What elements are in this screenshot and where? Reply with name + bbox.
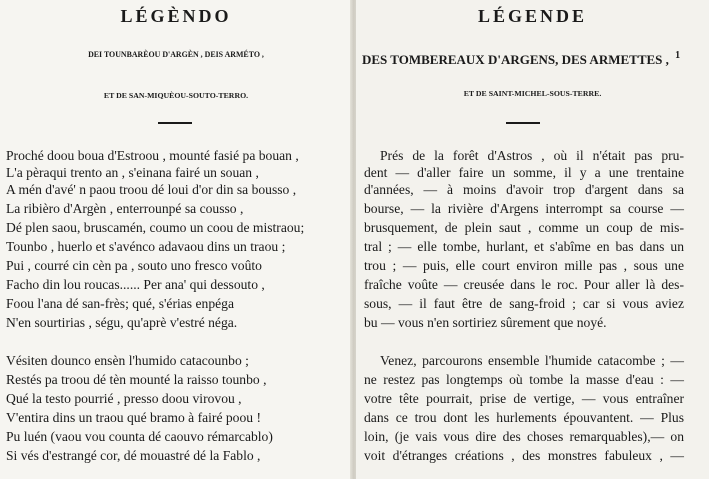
left-page-title: LÉGÈNDO (120, 6, 232, 26)
left-title-rule (158, 122, 192, 124)
right-page-title: LÉGENDE (477, 6, 588, 26)
left-verse-line: A mén d'avé' n paou troou dé loui d'or din sa bousso , (6, 182, 297, 197)
right-prose-line: loin, (je vais vous dire des choses remarquables),— on (364, 429, 684, 444)
right-prose-line: tral ; — elle tombe, hurlant, et s'abîme en bas dans un (364, 239, 684, 254)
right-prose-line: bourse, — la rivière d'Argens interrompt sa course — (364, 201, 684, 216)
right-prose-line: ne restez pas longtemps où tombe la masse d'eau : — (364, 372, 684, 387)
left-verse-line: Si vés d'estrangé cor, dé mouastré dé la Fablo , (6, 448, 261, 463)
right-prose-line: bu — vous n'en sortiriez sûrement que noyé. (364, 315, 607, 330)
left-page-subtitle-2: ET DE SAN-MIQUÈOU-SOUTO-TERRO. (103, 91, 249, 100)
left-page (0, 0, 352, 479)
left-verse-line: Foou l'ana dé san-frès; qué, s'érias enpéga (6, 296, 234, 311)
left-verse-line: N'en sourtirias , ségu, qu'aprè v'estré néga. (6, 315, 238, 330)
right-page (356, 0, 709, 479)
left-verse-line: Dé plen saou, bruscamén, coumo un coou de mistraou; (6, 220, 305, 235)
left-verse-line: Facho din lou roucas...... Per ana' qui dessouto , (6, 277, 265, 292)
left-verse-line: V'entira dins un traou qué bramo à fairé poou ! (6, 410, 261, 425)
left-verse-line: Proché doou boua d'Estroou , mounté fasié pa bouan , (6, 148, 299, 163)
left-verse-line: Vésiten dounco ensèn l'humido catacounbo ; (6, 353, 249, 368)
left-verse-line: L'a pèraqui trento an , s'einana fairé un souan , (6, 165, 259, 180)
left-page-subtitle-1: DEI TOUNBARÈOU D'ARGÈN , DEIS ARMÉTO , (88, 50, 264, 59)
right-prose-line: trou ; — puis, elle court environ mille pas , sous une (364, 258, 684, 273)
right-prose-line: Venez, parcourons ensemble l'humide catacombe ; — (380, 353, 684, 368)
right-title-rule (506, 122, 540, 124)
left-verse-line: Pu luén (vaou vou counta dé caouvo rémarcablo) (6, 429, 273, 444)
left-verse-line: Restés pa troou dé tèn mounté la raisso tounbo , (6, 372, 267, 387)
left-verse-line: La ribièro d'Argèn , enterrounpé sa cousso , (6, 201, 244, 216)
right-prose-line: votre tête pourrait, prise de vertige, — vous entraîner (364, 391, 684, 406)
right-prose-line: dent — d'aller faire un somme, il y a une trentaine (364, 165, 684, 180)
right-prose-line: Prés de la forêt d'Astros , où il n'était pas pru- (380, 148, 684, 163)
right-page-subtitle-2: ET DE SAINT-MICHEL-SOUS-TERRE. (463, 89, 602, 98)
right-prose-line: d'années, — à moins d'avoir trop d'argent dans sa (364, 182, 684, 197)
right-prose-line: sous, — il faut être de sang-froid ; car si vous aviez (364, 296, 684, 311)
left-verse-line: Qué la testo pourrié , presso doou virovou , (6, 391, 242, 406)
footnote-marker: 1 (675, 50, 681, 61)
right-prose-line: fraîche voûte — creusée dans le roc. Pour aller là des- (364, 277, 684, 292)
right-page-subtitle-1-text: DES TOMBEREAUX D'ARGENS, DES ARMETTES , (362, 52, 669, 67)
left-verse-line: Pui , courré cin cèn pa , souto uno fresco voûto (6, 258, 262, 273)
right-prose-line: brusquement, de plein saut , comme un coup de mis- (364, 220, 684, 235)
left-verse-line: Tounbo , huerlo et s'avénco adavaou dins un traou ; (6, 239, 286, 254)
right-prose-line: voit d'étranges créations , des monstres fabuleux , — (364, 448, 684, 463)
right-page-subtitle-1 (362, 50, 680, 68)
right-prose-line: dans ce trou dont les hurlements épouvantent. — Plus (364, 410, 684, 425)
